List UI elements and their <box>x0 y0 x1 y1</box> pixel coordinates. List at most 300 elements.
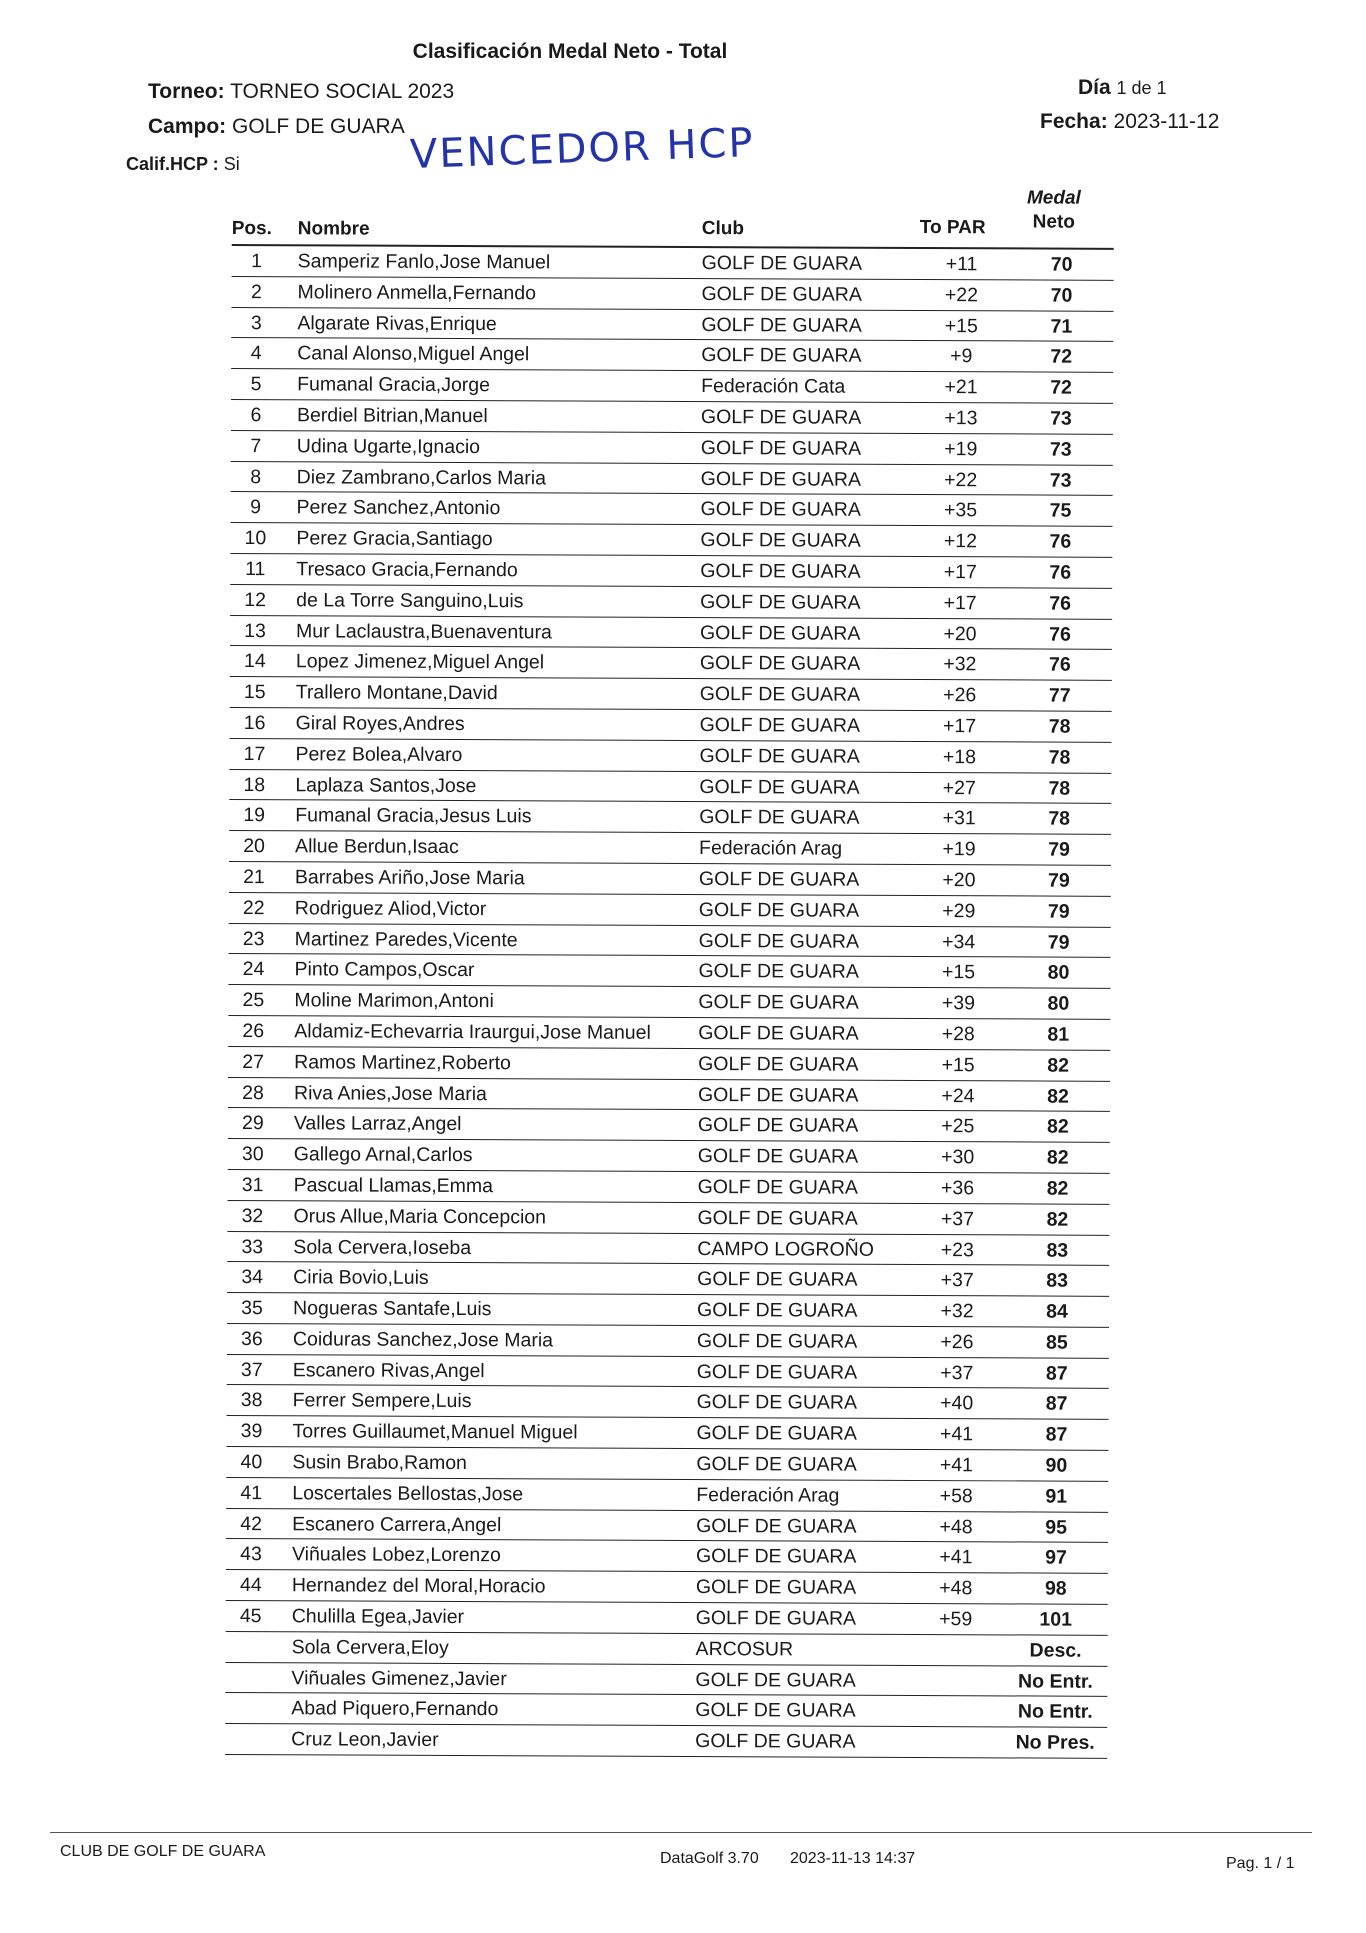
row-neto: 81 <box>1047 1023 1070 1046</box>
row-nombre: Perez Gracia,Santiago <box>296 527 493 551</box>
table-row <box>226 1632 1108 1667</box>
row-nombre: Udina Ugarte,Ignacio <box>296 435 481 458</box>
row-nombre: Berdiel Bitrian,Manuel <box>296 404 488 428</box>
row-pos: 17 <box>243 742 266 765</box>
row-nombre: Moline Marimon,Antoni <box>294 989 494 1013</box>
row-to-par: +58 <box>939 1484 973 1508</box>
row-nombre: Susin Brabo,Ramon <box>292 1451 467 1475</box>
row-pos: 22 <box>242 896 265 919</box>
fecha-value: 2023-11-12 <box>1113 110 1220 133</box>
row-nombre: Sola Cervera,Ioseba <box>293 1235 472 1259</box>
row-to-par: +48 <box>939 1515 973 1538</box>
row-neto: 87 <box>1045 1423 1068 1446</box>
row-neto: 82 <box>1046 1208 1069 1231</box>
row-club: GOLF DE GUARA <box>701 252 863 275</box>
row-nombre: Abad Piquero,Fernando <box>291 1697 499 1721</box>
row-neto: 82 <box>1047 1054 1070 1077</box>
table-row <box>227 1385 1109 1420</box>
row-pos: 28 <box>242 1081 264 1104</box>
row-neto: 84 <box>1046 1300 1068 1323</box>
table-row <box>228 954 1110 989</box>
table-row <box>229 831 1111 866</box>
row-neto: 83 <box>1046 1269 1069 1292</box>
row-nombre: Samperiz Fanlo,Jose Manuel <box>297 250 551 274</box>
row-pos: 30 <box>241 1143 264 1166</box>
row-neto: 82 <box>1046 1115 1069 1138</box>
row-club: GOLF DE GUARA <box>700 436 862 460</box>
row-neto: 95 <box>1045 1516 1068 1539</box>
row-neto: 76 <box>1049 561 1072 584</box>
torneo-value: TORNEO SOCIAL 2023 <box>230 80 455 103</box>
row-neto: 77 <box>1048 684 1071 707</box>
row-nombre: Chulilla Egea,Javier <box>291 1605 465 1629</box>
row-neto: 73 <box>1049 438 1072 461</box>
row-to-par: +11 <box>945 253 978 276</box>
table-body <box>225 246 1114 1759</box>
row-pos: 37 <box>240 1358 263 1381</box>
row-pos: 5 <box>250 373 262 396</box>
row-club: GOLF DE GUARA <box>699 652 861 676</box>
row-to-par: +27 <box>942 776 976 799</box>
row-club: GOLF DE GUARA <box>695 1699 856 1723</box>
row-nombre: Pinto Campos,Oscar <box>294 958 475 982</box>
row-pos: 27 <box>242 1050 265 1073</box>
table-row <box>229 739 1111 774</box>
calif-line <box>126 154 240 175</box>
row-nombre: Sola Cervera,Eloy <box>291 1636 449 1659</box>
torneo-line <box>148 80 454 104</box>
row-to-par: +18 <box>942 745 977 769</box>
report-title: Clasificación Medal Neto - Total <box>412 40 728 63</box>
row-neto: 78 <box>1048 807 1071 831</box>
table-row <box>231 308 1113 343</box>
row-pos: 43 <box>240 1543 262 1566</box>
row-club: GOLF DE GUARA <box>695 1545 857 1569</box>
row-club: GOLF DE GUARA <box>696 1360 858 1384</box>
table-row <box>227 1324 1109 1359</box>
row-neto: No Pres. <box>1015 1731 1095 1755</box>
row-nombre: Orus Allue,Maria Concepcion <box>293 1204 547 1229</box>
row-nombre: Escanero Rivas,Angel <box>292 1358 485 1382</box>
row-nombre: Viñuales Lobez,Lorenzo <box>291 1543 501 1567</box>
row-club: CAMPO LOGROÑO <box>697 1237 874 1261</box>
row-to-par: +9 <box>950 345 973 368</box>
row-club: GOLF DE GUARA <box>697 1299 858 1322</box>
row-club: GOLF DE GUARA <box>699 621 861 645</box>
row-neto: 82 <box>1046 1146 1069 1169</box>
row-to-par: +25 <box>941 1115 975 1138</box>
row-neto: 90 <box>1045 1454 1068 1477</box>
row-pos: 8 <box>250 465 262 488</box>
table-row <box>229 770 1111 805</box>
table-row <box>225 1693 1107 1728</box>
row-nombre: Canal Alonso,Miguel Angel <box>297 342 530 366</box>
row-to-par: +23 <box>940 1238 974 1261</box>
row-club: GOLF DE GUARA <box>701 282 862 306</box>
row-pos: 15 <box>243 681 266 704</box>
row-club: GOLF DE GUARA <box>698 991 859 1014</box>
row-club: GOLF DE GUARA <box>700 498 861 522</box>
row-to-par: +15 <box>944 314 978 337</box>
row-to-par: +22 <box>944 468 978 491</box>
row-neto: 75 <box>1049 499 1072 523</box>
row-neto: 82 <box>1047 1085 1069 1108</box>
row-nombre: Torres Guillaumet,Manuel Miguel <box>292 1420 578 1444</box>
row-pos: 38 <box>240 1389 263 1412</box>
row-pos: 6 <box>250 404 262 427</box>
row-pos: 45 <box>239 1605 262 1628</box>
row-nombre: Riva Anies,Jose Maria <box>293 1081 487 1105</box>
header-to-par: To PAR <box>919 217 986 239</box>
row-to-par: +15 <box>941 1053 975 1076</box>
row-pos: 4 <box>250 342 262 365</box>
row-neto: 70 <box>1050 284 1073 307</box>
row-neto: 76 <box>1048 653 1071 677</box>
row-neto: 91 <box>1045 1485 1068 1508</box>
row-nombre: Gallego Arnal,Carlos <box>293 1143 473 1167</box>
row-club: GOLF DE GUARA <box>697 1206 858 1230</box>
table-row <box>230 554 1112 589</box>
row-club: Federación Cata <box>701 375 846 398</box>
row-neto: 72 <box>1050 376 1072 399</box>
row-pos: 9 <box>250 496 262 519</box>
row-neto: 79 <box>1047 900 1070 923</box>
row-nombre: Ciria Bovio,Luis <box>293 1266 429 1290</box>
row-club: ARCOSUR <box>695 1637 794 1661</box>
table-row <box>229 893 1111 928</box>
row-neto: 82 <box>1046 1177 1069 1200</box>
row-pos: 32 <box>241 1204 264 1227</box>
table-row <box>231 338 1113 373</box>
row-pos: 44 <box>239 1574 262 1597</box>
fecha-label: Fecha: <box>1040 110 1108 133</box>
row-nombre: Nogueras Santafe,Luis <box>293 1297 492 1321</box>
row-to-par: +37 <box>940 1207 975 1230</box>
row-neto: No Entr. <box>1017 1700 1093 1724</box>
row-to-par: +37 <box>940 1269 974 1292</box>
row-club: GOLF DE GUARA <box>695 1668 856 1692</box>
row-neto: 73 <box>1049 469 1072 492</box>
row-club: GOLF DE GUARA <box>700 406 862 429</box>
row-nombre: Martinez Paredes,Vicente <box>294 927 518 951</box>
row-to-par: +21 <box>944 376 978 399</box>
row-nombre: Coiduras Sanchez,Jose Maria <box>292 1328 554 1352</box>
footer-divider <box>50 1832 1312 1833</box>
table-row <box>226 1570 1108 1605</box>
row-nombre: Mur Laclaustra,Buenaventura <box>295 619 552 643</box>
table-row <box>227 1355 1109 1390</box>
table-row <box>230 677 1112 712</box>
row-nombre: Trallero Montane,David <box>295 681 498 705</box>
row-to-par: +20 <box>942 869 976 892</box>
row-neto: 83 <box>1046 1239 1069 1262</box>
row-nombre: Hernandez del Moral,Horacio <box>291 1574 546 1598</box>
row-pos: 20 <box>243 835 265 858</box>
table-row <box>228 985 1110 1020</box>
row-club: GOLF DE GUARA <box>696 1422 857 1446</box>
dia-label: Día <box>1078 76 1111 99</box>
row-neto: 80 <box>1047 992 1070 1015</box>
table-row <box>231 277 1113 312</box>
row-club: GOLF DE GUARA <box>701 313 862 337</box>
row-to-par: +29 <box>942 899 976 922</box>
row-neto: 78 <box>1048 777 1071 800</box>
table-row <box>227 1293 1109 1328</box>
campo-value: GOLF DE GUARA <box>232 115 405 138</box>
row-nombre: Pascual Llamas,Emma <box>293 1174 494 1198</box>
row-nombre: Ferrer Sempere,Luis <box>292 1389 472 1413</box>
table-row <box>230 646 1112 681</box>
row-to-par: +28 <box>941 1023 975 1046</box>
row-to-par: +48 <box>939 1577 973 1600</box>
calif-value: Si <box>223 154 240 174</box>
row-to-par: +30 <box>941 1146 975 1169</box>
row-pos: 24 <box>242 958 265 981</box>
row-pos: 2 <box>251 280 262 303</box>
row-club: GOLF DE GUARA <box>696 1391 858 1415</box>
row-nombre: Valles Larraz,Angel <box>293 1112 462 1136</box>
row-nombre: Viñuales Gimenez,Javier <box>291 1666 507 1690</box>
row-pos: 10 <box>244 527 267 550</box>
row-club: GOLF DE GUARA <box>696 1329 858 1353</box>
row-neto: 79 <box>1047 931 1070 954</box>
row-to-par: +22 <box>944 283 979 307</box>
row-club: GOLF DE GUARA <box>699 744 860 768</box>
row-club: GOLF DE GUARA <box>697 1083 859 1107</box>
row-club: GOLF DE GUARA <box>699 713 861 737</box>
row-club: GOLF DE GUARA <box>696 1453 857 1476</box>
row-to-par: +41 <box>939 1454 973 1477</box>
dia-value: 1 de 1 <box>1116 78 1167 98</box>
row-nombre: Fumanal Gracia,Jorge <box>297 373 491 397</box>
row-nombre: Escanero Carrera,Angel <box>292 1512 502 1536</box>
row-neto: 76 <box>1049 623 1071 646</box>
row-club: GOLF DE GUARA <box>701 344 862 368</box>
row-nombre: Loscertales Bellostas,Jose <box>292 1482 524 1506</box>
row-club: GOLF DE GUARA <box>697 1175 859 1199</box>
row-pos: 19 <box>243 804 266 827</box>
row-club: GOLF DE GUARA <box>695 1730 856 1753</box>
table-row <box>226 1478 1108 1513</box>
row-club: GOLF DE GUARA <box>699 775 860 799</box>
table-header <box>232 178 1114 250</box>
table-row <box>225 1724 1107 1759</box>
row-pos: 31 <box>241 1173 264 1197</box>
row-club: GOLF DE GUARA <box>699 806 860 830</box>
row-club: GOLF DE GUARA <box>699 683 861 706</box>
row-nombre: Ramos Martinez,Roberto <box>294 1050 511 1074</box>
footer-timestamp: 2023-11-13 14:37 <box>790 1850 916 1867</box>
row-pos: 1 <box>251 250 263 273</box>
row-to-par: +39 <box>941 992 975 1015</box>
row-club: GOLF DE GUARA <box>695 1576 857 1600</box>
table-row <box>229 862 1111 897</box>
header-neto: Neto <box>1032 211 1075 233</box>
header-club: Club <box>701 218 745 240</box>
table-row <box>229 924 1111 959</box>
results-table <box>225 178 1114 1759</box>
row-pos: 33 <box>241 1235 264 1258</box>
header-pos: Pos. <box>231 217 272 240</box>
table-row <box>231 400 1113 435</box>
row-pos: 21 <box>243 865 265 889</box>
row-pos: 11 <box>245 558 266 581</box>
row-pos: 26 <box>242 1019 265 1043</box>
table-row <box>230 585 1112 620</box>
row-neto: Desc. <box>1029 1639 1082 1662</box>
table-row <box>228 1047 1110 1082</box>
footer-page: Pag. 1 / 1 <box>1226 1855 1295 1872</box>
table-row <box>228 1078 1110 1113</box>
row-neto: 101 <box>1039 1608 1073 1631</box>
table-row <box>227 1231 1109 1266</box>
row-pos: 7 <box>250 434 262 457</box>
row-neto: 79 <box>1048 869 1070 892</box>
row-club: Federación Arag <box>696 1483 840 1507</box>
row-neto: 78 <box>1048 746 1071 769</box>
dia-line <box>1078 76 1167 100</box>
table-row <box>232 246 1114 281</box>
fecha-line <box>1040 110 1219 134</box>
row-nombre: Perez Sanchez,Antonio <box>296 496 501 520</box>
table-row <box>230 523 1112 558</box>
row-to-par: +26 <box>940 1330 974 1354</box>
row-pos: 13 <box>244 619 266 642</box>
row-pos: 35 <box>241 1297 263 1320</box>
table-row <box>226 1509 1108 1544</box>
row-nombre: Rodriguez Aliod,Victor <box>294 897 487 920</box>
row-nombre: Molinero Anmella,Fernando <box>297 281 537 305</box>
row-club: GOLF DE GUARA <box>696 1514 857 1538</box>
row-neto: 78 <box>1048 715 1071 738</box>
row-pos: 34 <box>241 1266 264 1289</box>
row-to-par: +12 <box>943 530 978 553</box>
row-nombre: Barrabes Ariño,Jose Maria <box>294 866 525 890</box>
row-neto: 79 <box>1048 838 1070 861</box>
row-to-par: +19 <box>944 437 978 461</box>
row-to-par: +17 <box>943 591 977 615</box>
footer-club: CLUB DE GOLF DE GUARA <box>60 1843 266 1860</box>
row-nombre: Aldamiz-Echevarria Iraurgui,Jose Manuel <box>294 1020 651 1044</box>
row-pos: 36 <box>241 1327 263 1351</box>
header-nombre: Nombre <box>297 218 370 240</box>
table-row <box>230 616 1112 651</box>
row-neto: 87 <box>1045 1393 1068 1416</box>
row-pos: 42 <box>240 1512 263 1535</box>
table-row <box>231 431 1113 466</box>
row-pos: 29 <box>241 1112 264 1135</box>
row-nombre: Tresaco Gracia,Fernando <box>296 558 518 582</box>
row-nombre: Giral Royes,Andres <box>295 712 465 735</box>
row-neto: 76 <box>1049 592 1072 615</box>
row-pos: 18 <box>243 773 266 796</box>
row-neto: 87 <box>1045 1362 1068 1385</box>
row-to-par: +32 <box>940 1300 974 1323</box>
row-neto: 97 <box>1045 1547 1067 1570</box>
table-row <box>228 1139 1110 1174</box>
row-to-par: +15 <box>941 961 976 984</box>
row-neto: 80 <box>1047 961 1070 984</box>
handwritten-note: VENCEDOR HCP <box>409 119 756 178</box>
row-club: GOLF DE GUARA <box>700 590 861 614</box>
row-club: GOLF DE GUARA <box>698 867 860 891</box>
table-row <box>231 369 1113 404</box>
row-pos: 40 <box>240 1451 263 1474</box>
row-nombre: Laplaza Santos,Jose <box>295 773 477 797</box>
row-to-par: +34 <box>942 930 976 953</box>
table-row <box>230 492 1112 527</box>
row-to-par: +17 <box>943 715 977 738</box>
row-neto: 72 <box>1050 345 1073 369</box>
row-club: Federación Arag <box>699 837 843 860</box>
row-neto: 71 <box>1050 315 1073 338</box>
row-club: GOLF DE GUARA <box>698 898 860 922</box>
footer-software: DataGolf 3.70 <box>660 1850 759 1867</box>
table-row <box>226 1539 1108 1574</box>
campo-label: Campo: <box>148 115 227 138</box>
row-to-par: +59 <box>939 1608 973 1631</box>
row-nombre: Cruz Leon,Javier <box>291 1728 439 1752</box>
row-pos: 3 <box>250 311 262 334</box>
row-neto: 98 <box>1044 1577 1067 1600</box>
row-nombre: Fumanal Gracia,Jesus Luis <box>295 804 532 828</box>
row-to-par: +36 <box>941 1177 975 1200</box>
table-row <box>226 1447 1108 1482</box>
row-club: GOLF DE GUARA <box>697 1145 859 1168</box>
table-row <box>230 708 1112 743</box>
row-pos: 39 <box>240 1420 263 1443</box>
row-pos: 14 <box>243 650 266 673</box>
row-to-par: +13 <box>944 407 978 430</box>
table-row <box>228 1170 1110 1205</box>
table-row <box>226 1601 1108 1636</box>
row-club: GOLF DE GUARA <box>700 529 861 552</box>
table-row <box>227 1262 1109 1297</box>
row-club: GOLF DE GUARA <box>700 560 861 583</box>
row-to-par: +41 <box>939 1546 973 1569</box>
row-pos: 41 <box>240 1481 263 1505</box>
row-neto: 76 <box>1049 530 1072 553</box>
row-pos: 16 <box>243 712 266 735</box>
table-row <box>226 1416 1108 1451</box>
header-medal: Medal <box>1026 187 1081 209</box>
row-club: GOLF DE GUARA <box>695 1607 857 1630</box>
table-row <box>228 1016 1110 1051</box>
row-to-par: +40 <box>940 1392 974 1415</box>
row-to-par: +32 <box>943 653 977 676</box>
row-to-par: +19 <box>942 838 976 861</box>
row-club: GOLF DE GUARA <box>697 1268 858 1292</box>
row-nombre: Lopez Jimenez,Miguel Angel <box>295 650 545 674</box>
row-pos: 12 <box>244 588 267 611</box>
row-club: GOLF DE GUARA <box>697 1114 859 1138</box>
row-neto: 85 <box>1046 1331 1068 1354</box>
row-club: GOLF DE GUARA <box>698 1021 859 1045</box>
row-to-par: +31 <box>942 807 976 830</box>
row-pos: 25 <box>242 989 265 1012</box>
row-to-par: +35 <box>943 499 978 522</box>
row-neto: 73 <box>1050 407 1072 430</box>
table-row <box>229 800 1111 835</box>
row-nombre: de La Torre Sanguino,Luis <box>296 589 524 613</box>
row-to-par: +17 <box>943 561 977 584</box>
row-neto: 70 <box>1050 253 1073 276</box>
row-club: GOLF DE GUARA <box>698 929 860 953</box>
row-nombre: Perez Bolea,Alvaro <box>295 743 463 766</box>
row-to-par: +24 <box>941 1084 975 1107</box>
campo-line <box>148 115 405 139</box>
row-club: GOLF DE GUARA <box>700 467 862 491</box>
